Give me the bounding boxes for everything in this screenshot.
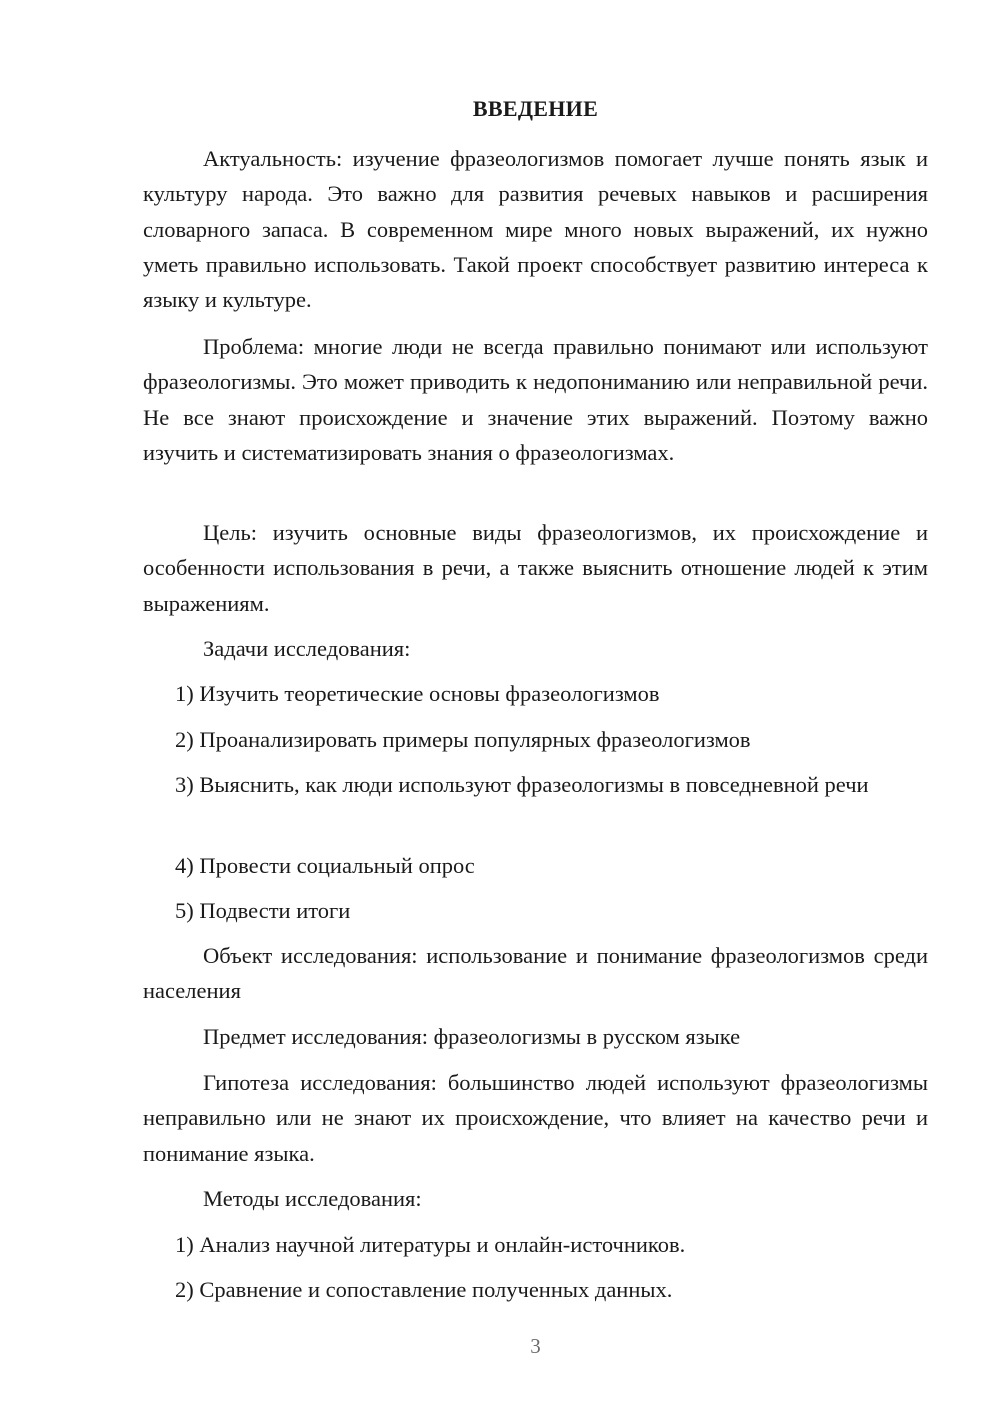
subject-block [143,1019,928,1054]
task-item: 3) Выяснить, как люди используют фразеологизмы в повседневной речи [175,772,869,797]
hypothesis-paragraph: Гипотеза исследования: большинство людей используют фразеологизмы неправильно или не знают их происхождение, что влияет на качество речи и понимание языка. [143,1070,928,1166]
task-item: 2) Проанализировать примеры популярных фразеологизмов [175,727,751,752]
problem-paragraph: Проблема: многие люди не всегда правильно понимают или используют фразеологизмы. Это может приводить к недопониманию или неправильной речи. Не все знают происхождение и значение этих выражений. Поэтому важно изучить и систематизировать знания о фразеологизмах. [143,334,928,465]
page-number: 3 [530,1334,541,1358]
method-item: 2) Сравнение и сопоставление полученных данных. [175,1277,673,1302]
goal-block [143,515,928,621]
task-item: 1) Изучить теоретические основы фразеологизмов [175,681,660,706]
task-item: 4) Провести социальный опрос [175,853,475,878]
page-title: ВВЕДЕНИЕ [472,96,599,121]
object-block [143,938,928,1009]
task-item: 5) Подвести итоги [175,898,351,923]
document-page [143,0,928,1414]
tasks-title-block [143,631,928,666]
method-item-2-block [143,1272,928,1307]
object-paragraph: Объект исследования: использование и понимание фразеологизмов среди населения [143,943,928,1004]
relevance-block [143,141,928,317]
methods-title: Методы исследования: [203,1186,422,1211]
goal-paragraph: Цель: изучить основные виды фразеологизмов, их происхождение и особенности использования в речи, а также выяснить отношение людей к этим выражениям. [143,520,928,616]
subject-paragraph: Предмет исследования: фразеологизмы в русском языке [203,1024,741,1049]
method-item-1-block [143,1227,928,1262]
hypothesis-block [143,1065,928,1171]
method-item: 1) Анализ научной литературы и онлайн-источников. [175,1232,686,1257]
task-item-1-block [143,676,928,711]
task-item-5-block [143,893,928,928]
relevance-paragraph: Актуальность: изучение фразеологизмов помогает лучше понять язык и культуру народа. Это важно для развития речевых навыков и расширения словарного запаса. В современном мире много новых выражений, их нужно уметь правильно использовать. Такой проект способствует развитию интереса к языку и культуре. [143,146,928,313]
task-item-4-block [143,848,928,883]
methods-title-block [143,1181,928,1216]
task-item-3-block [143,767,928,802]
task-item-2-block [143,722,928,757]
tasks-title: Задачи исследования: [203,636,411,661]
problem-block [143,329,928,470]
